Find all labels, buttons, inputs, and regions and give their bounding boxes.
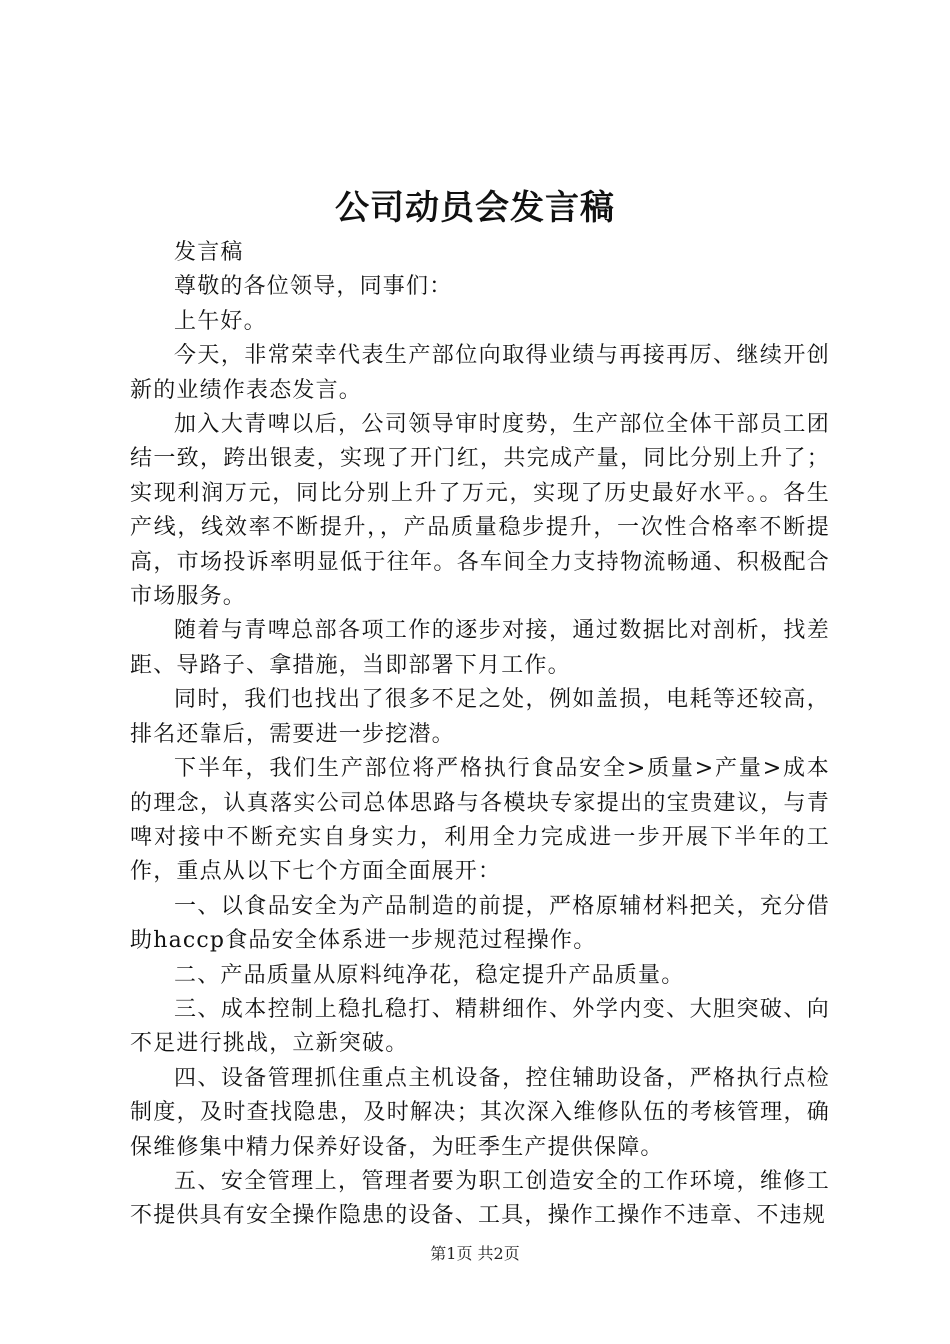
paragraph: 随着与青啤总部各项工作的逐步对接，通过数据比对剖析，找差距、导路子、拿措施，当即部署下月工作。 bbox=[130, 618, 830, 678]
paragraph: 同时，我们也找出了很多不足之处，例如盖损，电耗等还较高，排名还靠后，需要进一步挖潜。 bbox=[130, 687, 830, 747]
paragraph: 加入大青啤以后，公司领导审时度势，生产部位全体干部员工团结一致，跨出银麦，实现了开门红，共完成产量，同比分别上升了；实现利润万元，同比分别上升了万元，实现了历史最好水平。。各生产线，线效率不断提升，，产品质量稳步提升，一次性合格率不断提高，市场投诉率明显低于往年。各车间全力支持物流畅通、积极配合市场服务。 bbox=[130, 412, 830, 610]
paragraph: 一、以食品安全为产品制造的前提，严格原辅材料把关，充分借助haccp食品安全体系进一步规范过程操作。 bbox=[130, 893, 830, 954]
paragraph: 上午好。 bbox=[174, 308, 267, 334]
paragraph: 四、设备管理抓住重点主机设备，控住辅助设备，严格执行点检制度，及时查找隐患，及时解决；其次深入维修队伍的考核管理，确保维修集中精力保养好设备，为旺季生产提供保障。 bbox=[130, 1065, 830, 1160]
paragraph: 下半年，我们生产部位将严格执行食品安全>质量>产量>成本的理念，认真落实公司总体思路与各模块专家提出的宝贵建议，与青啤对接中不断充实自身实力，利用全力完成进一步开展下半年的工作，重点从以下七个方面全面展开： bbox=[130, 756, 830, 885]
page-footer: 第1页 共2页 bbox=[430, 1244, 520, 1263]
paragraph: 二、产品质量从原料纯净花，稳定提升产品质量。 bbox=[174, 962, 685, 988]
paragraph: 今天，非常荣幸代表生产部位向取得业绩与再接再厉、继续开创新的业绩作表态发言。 bbox=[130, 343, 830, 403]
document-body bbox=[130, 236, 830, 1234]
paragraph: 发言稿 bbox=[174, 240, 244, 265]
paragraph: 尊敬的各位领导，同事们： bbox=[174, 274, 453, 300]
paragraph: 三、成本控制上稳扎稳打、精耕细作、外学内变、大胆突破、向不足进行挑战，立新突破。 bbox=[130, 996, 830, 1057]
paragraph: 五、安全管理上，管理者要为职工创造安全的工作环境，维修工不提供具有安全操作隐患的设备、工具，操作工操作不违章、不违规 bbox=[130, 1168, 830, 1229]
page-title: 公司动员会发言稿 bbox=[335, 188, 615, 228]
